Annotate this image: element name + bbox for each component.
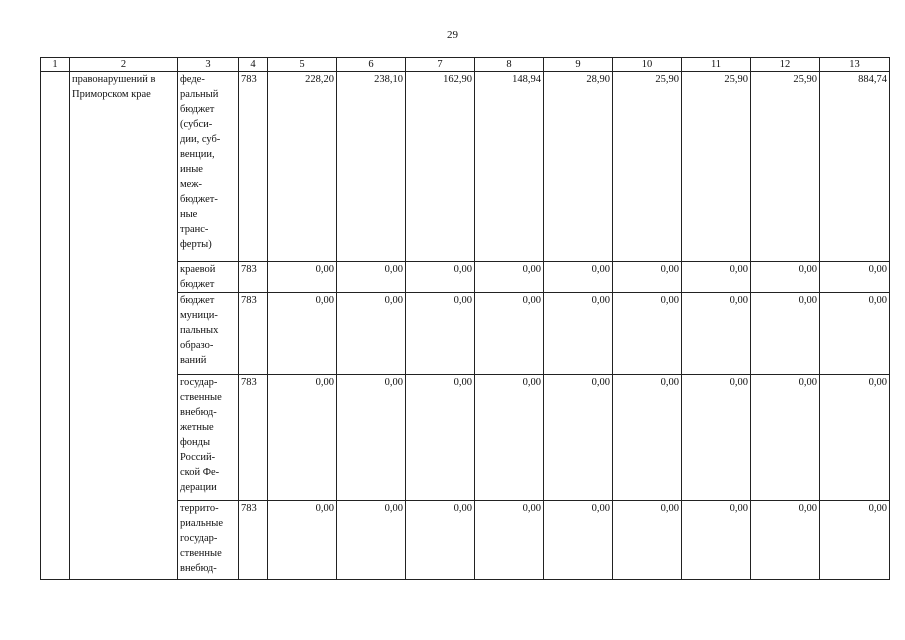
column-number-7: 7 — [406, 58, 475, 72]
column-number-10: 10 — [613, 58, 682, 72]
value-cell-col-13: 0,00 — [820, 375, 890, 501]
value-cell-col-5: 0,00 — [268, 375, 337, 501]
table-row — [41, 72, 890, 262]
funding-source-line: ральный — [180, 89, 219, 100]
value-cell-col-9: 0,00 — [544, 262, 613, 293]
value-cell-col-9: 0,00 — [544, 293, 613, 375]
value-cell-col-5: 228,20 — [268, 72, 337, 262]
description-cell — [70, 72, 178, 580]
value-cell-col-13: 0,00 — [820, 262, 890, 293]
column-number-row — [41, 58, 890, 72]
column-number-4: 4 — [239, 58, 268, 72]
budget-table — [40, 57, 890, 580]
funding-source-line: бюджет- — [180, 194, 218, 205]
funding-source-line: ваний — [180, 355, 207, 366]
funding-source-line: Россий- — [180, 452, 216, 463]
column-number-9: 9 — [544, 58, 613, 72]
funding-source-line: государ- — [180, 377, 218, 388]
funding-source-line: ферты) — [180, 239, 212, 250]
value-cell-col-12: 0,00 — [751, 375, 820, 501]
funding-source-line: бюджет — [180, 104, 215, 115]
value-cell-col-10: 0,00 — [613, 501, 682, 580]
funding-source-cell — [178, 501, 239, 580]
value-cell-col-7: 162,90 — [406, 72, 475, 262]
value-cell-col-8: 0,00 — [475, 262, 544, 293]
page-number: 29 — [447, 29, 458, 41]
funding-source-line: ственные — [180, 548, 222, 559]
value-cell-col-12: 0,00 — [751, 293, 820, 375]
value-cell-col-10: 25,90 — [613, 72, 682, 262]
funding-source-line: внебюд- — [180, 407, 217, 418]
funding-source-line: бюджет — [180, 295, 215, 306]
funding-source-line: (субси- — [180, 119, 213, 130]
funding-source-cell — [178, 262, 239, 293]
value-cell-col-8: 0,00 — [475, 293, 544, 375]
value-cell-col-13: 0,00 — [820, 501, 890, 580]
funding-source-line: меж- — [180, 179, 203, 190]
funding-source-line: бюджет — [180, 279, 215, 290]
funding-source-line: террито- — [180, 503, 219, 514]
value-cell-col-9: 0,00 — [544, 375, 613, 501]
funding-source-line: жетные — [180, 422, 214, 433]
value-cell-col-11: 25,90 — [682, 72, 751, 262]
description-line: Приморском крае — [72, 89, 151, 100]
value-cell-col-13: 884,74 — [820, 72, 890, 262]
funding-source-line: дии, суб- — [180, 134, 221, 145]
value-cell-col-11: 0,00 — [682, 375, 751, 501]
value-cell-col-7: 0,00 — [406, 501, 475, 580]
column-number-11: 11 — [682, 58, 751, 72]
column-number-8: 8 — [475, 58, 544, 72]
value-cell-col-7: 0,00 — [406, 262, 475, 293]
value-cell-col-5: 0,00 — [268, 262, 337, 293]
funding-source-line: транс- — [180, 224, 209, 235]
column-number-1: 1 — [41, 58, 70, 72]
value-cell-col-10: 0,00 — [613, 262, 682, 293]
code-cell: 783 — [239, 72, 268, 262]
funding-source-line: риальные — [180, 518, 223, 529]
funding-source-line: фонды — [180, 437, 211, 448]
funding-source-line: иные — [180, 164, 203, 175]
value-cell-col-11: 0,00 — [682, 262, 751, 293]
value-cell-col-5: 0,00 — [268, 293, 337, 375]
value-cell-col-8: 148,94 — [475, 72, 544, 262]
funding-source-line: ственные — [180, 392, 222, 403]
value-cell-col-12: 0,00 — [751, 262, 820, 293]
funding-source-cell — [178, 375, 239, 501]
column-number-12: 12 — [751, 58, 820, 72]
value-cell-col-12: 0,00 — [751, 501, 820, 580]
value-cell-col-5: 0,00 — [268, 501, 337, 580]
value-cell-col-11: 0,00 — [682, 501, 751, 580]
value-cell-col-7: 0,00 — [406, 375, 475, 501]
value-cell-col-6: 238,10 — [337, 72, 406, 262]
funding-source-line: краевой — [180, 264, 216, 275]
description-line: правонарушений в — [72, 74, 156, 85]
column-number-3: 3 — [178, 58, 239, 72]
funding-source-line: венции, — [180, 149, 215, 160]
value-cell-col-13: 0,00 — [820, 293, 890, 375]
value-cell-col-10: 0,00 — [613, 375, 682, 501]
code-cell: 783 — [239, 501, 268, 580]
funding-source-line: внебюд- — [180, 563, 217, 574]
value-cell-col-12: 25,90 — [751, 72, 820, 262]
code-cell: 783 — [239, 262, 268, 293]
value-cell-col-11: 0,00 — [682, 293, 751, 375]
value-cell-col-6: 0,00 — [337, 262, 406, 293]
value-cell-col-9: 0,00 — [544, 501, 613, 580]
funding-source-line: муници- — [180, 310, 218, 321]
value-cell-col-9: 28,90 — [544, 72, 613, 262]
code-cell: 783 — [239, 375, 268, 501]
funding-source-line: ные — [180, 209, 198, 220]
funding-source-line: пальных — [180, 325, 219, 336]
column-number-2: 2 — [70, 58, 178, 72]
value-cell-col-10: 0,00 — [613, 293, 682, 375]
funding-source-cell — [178, 293, 239, 375]
value-cell-col-7: 0,00 — [406, 293, 475, 375]
funding-source-line: государ- — [180, 533, 218, 544]
column-number-6: 6 — [337, 58, 406, 72]
value-cell-col-8: 0,00 — [475, 501, 544, 580]
code-cell: 783 — [239, 293, 268, 375]
column-number-13: 13 — [820, 58, 890, 72]
funding-source-line: ской Фе- — [180, 467, 220, 478]
value-cell-col-6: 0,00 — [337, 501, 406, 580]
value-cell-col-8: 0,00 — [475, 375, 544, 501]
value-cell-col-6: 0,00 — [337, 375, 406, 501]
funding-source-line: дерации — [180, 482, 217, 493]
column-number-5: 5 — [268, 58, 337, 72]
funding-source-line: феде- — [180, 74, 205, 85]
row-index-cell — [41, 72, 70, 580]
funding-source-cell — [178, 72, 239, 262]
funding-source-line: образо- — [180, 340, 214, 351]
value-cell-col-6: 0,00 — [337, 293, 406, 375]
